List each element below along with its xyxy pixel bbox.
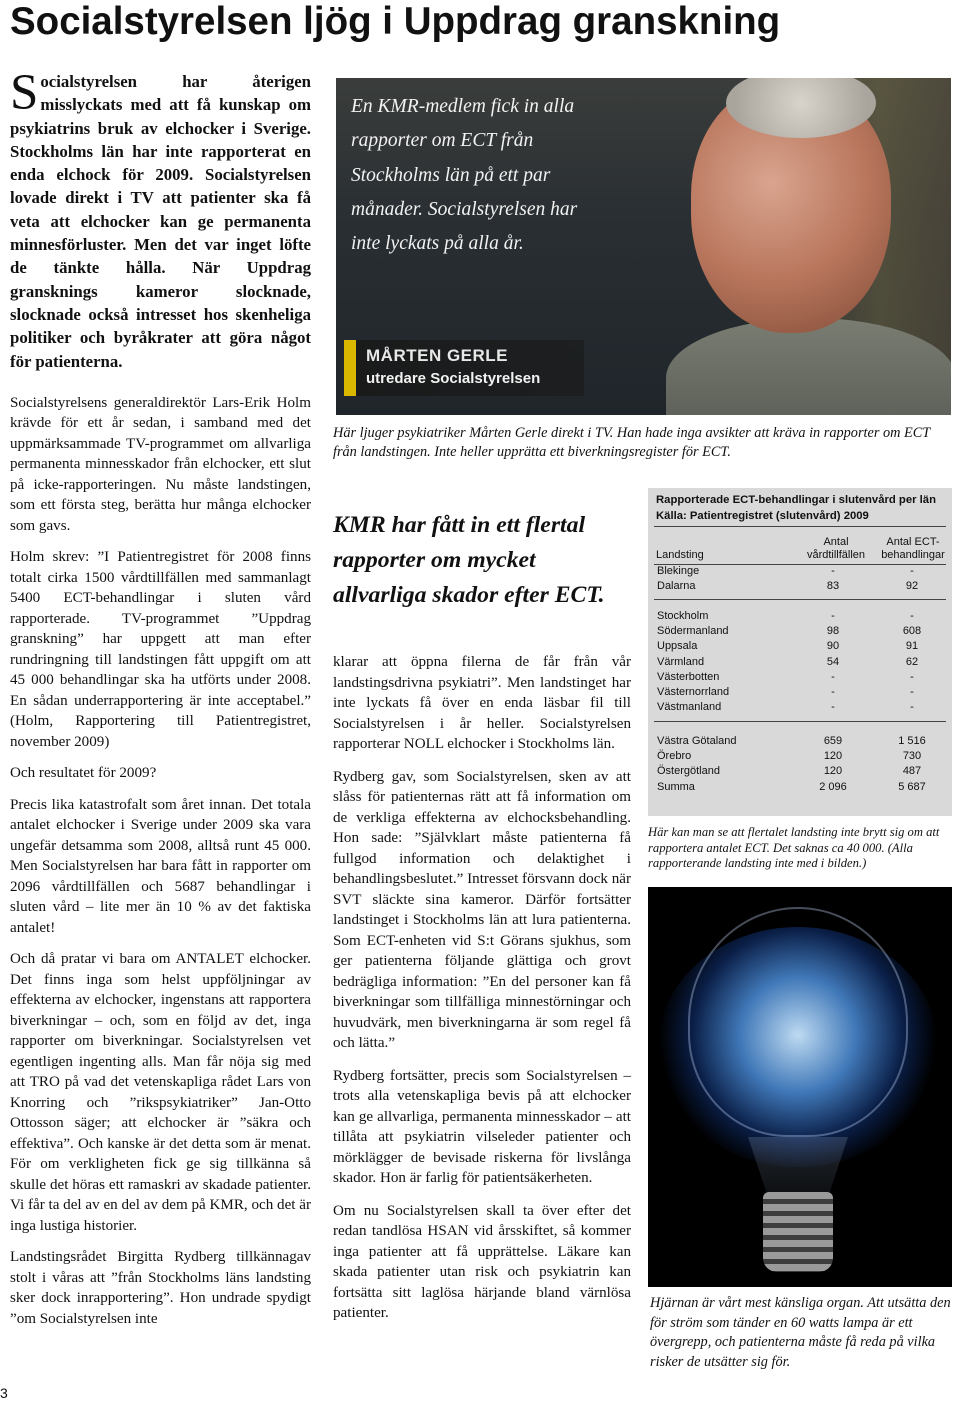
paragraph: Precis lika katastrofalt som året innan. Det totala antalet elchocker i Sverige under 2009 ska vara ungefär detsamma som 2008, alltså runt 45 000. Men Socialstyrelsen har bara fått in rapporter om 2096 vårdtillfällen och 5687 behandlingar i sluten vård – lite mer än 10 % av det faktiska antalet! [10, 796, 311, 936]
row-vardtillfallen: - [831, 610, 835, 622]
row-behandlingar: 91 [905, 640, 919, 653]
table-row [648, 686, 952, 701]
column-2 [333, 652, 631, 1336]
paragraph: Landstingsrådet Birgitta Rydberg tillkännagav stolt i våras att ”från Stockholms läns landsting sker dock inrapportering”. Hon undrade spydigt ”om Socialstyrelsen inte [10, 1249, 311, 1327]
table-row [648, 640, 952, 655]
table-group [648, 565, 952, 595]
table-row [648, 735, 952, 750]
nameplate-title: utredare Socialstyrelsen [366, 370, 541, 387]
row-landsting: Västmanland [657, 701, 722, 714]
row-vardtillfallen: 659 [823, 735, 843, 747]
col-header-landsting: Landsting [656, 549, 704, 561]
col-header-behandlingar: Antal ECT-behandlingar [881, 536, 945, 561]
table-row [648, 701, 952, 716]
row-landsting: Västernorrland [657, 685, 730, 698]
lightbulb-brain-image [648, 887, 952, 1287]
row-behandlingar: - [910, 670, 914, 683]
row-vardtillfallen: 120 [823, 750, 843, 763]
row-landsting: Södermanland [657, 625, 729, 638]
row-behandlingar: - [910, 610, 914, 622]
row-landsting: Örebro [657, 750, 692, 763]
row-vardtillfallen: 2 096 [819, 780, 847, 793]
row-behandlingar: 730 [902, 750, 922, 763]
headline: Socialstyrelsen ljög i Uppdrag granskning [10, 0, 781, 43]
paragraph: Om nu Socialstyrelsen skall ta över efter det redan tandlösa HSAN vid årsskiftet, så kommer inga patienter att få upprättelse. Läkare kan skada patienter utan risk och psykiatrin kan fortsätta sitt laglösa härjande bland värnlösa patienter. [333, 1202, 631, 1321]
paragraph: Och då pratar vi bara om ANTALET elchocker. Det finns inga som helst uppföljningar av effekterna av elchocker, ingenstans att rapportera biverkningar – och, som en följd av det, inga rapporter om biverkningar. Socialstyrelsen vet egentligen ingenting alls. Man får nöja sig med att TRO på vad det vetenskapliga rådet Lars von Knorring och ”rikspsykiatriker” Jan-Otto Ottosson säger; att elchocker är ”säkra och effektiva”. Och kanske är det detta som är menat. För om verkligheten fick ge sig tillkänna så skulle det höras ett ramaskri av skadade patienter. Vi får ta del av en del av dem på KMR, och det är inga lustiga historier. [10, 951, 311, 1234]
table-row [648, 765, 952, 780]
table-row [648, 625, 952, 640]
row-landsting: Uppsala [657, 640, 698, 653]
row-behandlingar: - [910, 701, 914, 714]
row-behandlingar: 92 [905, 580, 919, 593]
row-behandlingar: 5 687 [898, 780, 926, 793]
paragraph: Socialstyrelsens generaldirektör Lars-Erik Holm krävde för ett år sedan, i samband med det uppmärksammade TV-programmet om allvarliga permanenta minnesskador från elchocker, ett slut på icke-rapporteringen. Nu måste landstingen, som ett första steg, berätta hur många elchocker som gavs. [10, 394, 311, 534]
table-source-line: Källa: Patientregistret (slutenvård) 2009 [656, 510, 869, 522]
photo-overlay-text: En KMR-medlem fick in alla rapporter om ECT från Stockholms län på ett par månader. Socialstyrelsen har inte lyckats på alla år. [351, 96, 578, 255]
row-vardtillfallen: - [831, 565, 835, 577]
bulb-base [763, 1192, 833, 1272]
interview-photo [336, 78, 951, 415]
row-vardtillfallen: 83 [826, 580, 840, 593]
table-row [648, 656, 952, 671]
row-behandlingar: 487 [902, 765, 922, 778]
pull-quote: KMR har fått in ett flertal rapporter om mycket allvarliga skador efter ECT. [333, 512, 605, 608]
photo-caption: Här ljuger psykiatriker Mårten Gerle direkt i TV. Han hade inga avsikter att kräva in rapporter om ECT från landstingen. Inte heller upprätta ett biverkningsregister för ECT. [333, 425, 930, 460]
row-landsting: Östergötland [657, 765, 720, 778]
row-landsting: Västra Götaland [657, 735, 737, 747]
row-landsting: Summa [657, 780, 695, 793]
row-landsting: Västerbotten [657, 670, 720, 683]
table-divider [654, 599, 946, 600]
paragraph: Och resultatet för 2009? [10, 765, 157, 782]
row-vardtillfallen: - [831, 685, 835, 698]
col-header-vardtillfallen: Antal vårdtillfällen [806, 536, 866, 561]
bulb-caption: Hjärnan är vårt mest känsliga organ. Att utsätta den för ström som tänder en 60 watts lampa är ett övergrepp, och patienterna måste få reda på vilka risker de utsätter sig för. [650, 1295, 951, 1370]
table-group [648, 610, 952, 716]
lead-paragraph [10, 65, 311, 373]
table-row [648, 580, 952, 595]
row-vardtillfallen: - [831, 701, 835, 714]
row-landsting: Blekinge [657, 565, 700, 577]
table-group [648, 735, 952, 796]
paragraph: Holm skrev: ”I Patientregistret för 2008 finns totalt cirka 1500 vårdtillfällen med sammanlagt 5400 ECT-behandlingar i sluten vård rapporterade. TV-programmet ”Uppdrag granskning” har uppgett att man efter rundringning till landstingen fått uppgift om att 45 000 behandlingar ska ha utförts under 2008. En sådan underrapportering är inte acceptabel.” (Holm, Rapportering till Patientregistret, november 2009) [10, 549, 311, 750]
row-vardtillfallen: 120 [823, 765, 843, 778]
row-behandlingar: 608 [902, 625, 922, 638]
table-row [648, 565, 952, 580]
drop-cap: S [10, 65, 39, 121]
table-caption: Här kan man se att flertalet landsting inte brytt sig om att rapportera antalet ECT. Det saknas ca 40 000. (Alla rapporterande landsting inte med i bilden.) [648, 825, 940, 870]
tv-nameplate [344, 340, 584, 396]
row-vardtillfallen: 54 [826, 655, 840, 668]
table-row [648, 750, 952, 765]
table-divider [654, 721, 946, 722]
paragraph: klarar att öppna filerna de får från vår landstingsdrivna psykiatri”. Men landstinget har inte lyckats få över en enda läsbar fil till Socialstyrelsen i år heller. Socialstyrelsen rapporterar NOLL elchocker i Stockholms län. [333, 654, 631, 752]
table-row [648, 610, 952, 625]
table-row [648, 671, 952, 686]
table-row [648, 781, 952, 796]
paragraph: Rydberg fortsätter, precis som Socialstyrelsen – trots alla vetenskapliga bevis på att elchocker kan ge allvarliga, permanenta minnesskador – att tillåta att psykiatrin vilseleder patienter och mörklägger de bevisade riskerna för livslånga skador. Hon är farlig för patientsäkerheten. [333, 1067, 631, 1186]
bulb-glass [688, 907, 908, 1137]
row-landsting: Stockholm [657, 610, 709, 622]
row-behandlingar: 62 [905, 655, 919, 668]
row-behandlingar: - [910, 685, 914, 698]
nameplate-name: MÅRTEN GERLE [366, 346, 508, 365]
row-behandlingar: 1 516 [898, 735, 926, 747]
ect-table [648, 488, 952, 816]
table-divider [654, 526, 946, 527]
table-title-line: Rapporterade ECT-behandlingar i slutenvård per län [656, 494, 936, 506]
row-behandlingar: - [910, 565, 914, 577]
paragraph: Rydberg gav, som Socialstyrelsen, sken av att slåss för patienternas rätt att få information om de verkliga effekterna av elchocksbehandling. Hon sade: ”Självklart måste patienterna få fullgod information och delaktighet i behandlingsbeslutet.” Intresset försvann dock när SVT släckte sina kameror. Därför fortsätter landstinget i Stockholms län att lura patienterna. Som ECT-enheten vid S:t Görans sjukhus, som ger patienterna följande glättiga och grovt bedrägliga information: ”En del personer kan få biverkningar som tillfälliga minnestörningar och huvudvärk, men biverkningarna är som regel få och lätta.” [333, 768, 632, 1051]
row-vardtillfallen: - [831, 670, 835, 683]
column-1 [10, 65, 311, 1340]
table-title [656, 492, 944, 524]
row-landsting: Dalarna [657, 580, 696, 593]
lead-text: ocialstyrelsen har återigen misslyckats med att få kunskap om psykiatrins bruk av elchocker i Sverige. Stockholms län har inte rapporterat en enda elchock för 2009. Socialstyrelsen lovade direkt i TV att patienter ska få veta att elchocker kan ge permanenta minnesförluster. Men det var inget löfte de tänkte hålla. När Uppdrag gransknings kameror slocknade, slocknade också intresset hos skenheliga politiker och byråkrater att göra något för patienterna. [10, 72, 311, 371]
row-vardtillfallen: 98 [826, 625, 840, 638]
page-number: 3 [0, 1385, 8, 1401]
photo-shirt [666, 318, 951, 415]
bulb-neck [748, 1137, 848, 1197]
row-landsting: Värmland [657, 655, 705, 668]
row-vardtillfallen: 90 [826, 640, 840, 653]
